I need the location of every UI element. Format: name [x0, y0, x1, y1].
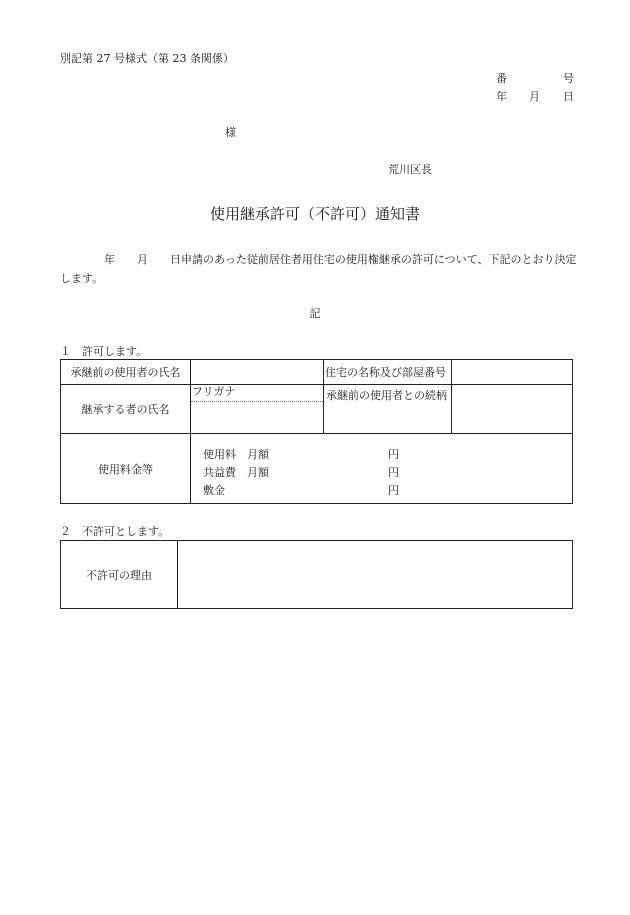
successor-name-field[interactable] — [191, 385, 324, 434]
fee-item: 使用料 月額 — [203, 447, 269, 461]
permission-table — [60, 359, 573, 504]
fee-item: 敷金 — [203, 483, 225, 497]
document-title: 使用継承許可（不許可）通知書 — [209, 205, 420, 223]
fee-row — [203, 446, 269, 462]
number-label-a: 番 — [496, 72, 507, 85]
fee-row — [203, 464, 269, 480]
fee-label: 使用料金等 — [61, 434, 191, 504]
body-line-2: します。 — [60, 272, 104, 285]
reason-label: 不許可の理由 — [61, 541, 178, 609]
prev-user-name-label: 承継前の使用者の氏名 — [61, 360, 191, 385]
prev-user-name-field[interactable] — [191, 360, 324, 385]
fee-unit: 円 — [388, 465, 399, 479]
section2-heading: ２ 不許可とします。 — [60, 525, 170, 538]
number-label-b: 号 — [563, 72, 574, 85]
date-month-label: 月 — [529, 90, 540, 103]
date-day-label: 日 — [563, 90, 574, 103]
successor-name-label: 継承する者の氏名 — [61, 385, 191, 434]
ki-heading: 記 — [309, 307, 321, 320]
denial-table — [60, 540, 573, 609]
issuer: 荒川区長 — [388, 163, 432, 176]
reason-field[interactable] — [178, 541, 573, 609]
section1-heading: １ 許可します。 — [60, 345, 148, 358]
relationship-label: 承継前の使用者との続柄 — [324, 385, 452, 434]
body-line-1 — [60, 254, 576, 265]
fee-unit: 円 — [388, 447, 399, 461]
form-id: 別記第 27 号様式（第 23 条関係） — [60, 52, 234, 65]
addressee-suffix: 様 — [225, 126, 236, 139]
date-year-label: 年 — [496, 90, 507, 103]
fee-unit: 円 — [388, 483, 399, 497]
body-text-1: 日申請のあった従前居住者用住宅の使用権継承の許可について、下記のとおり決定 — [170, 253, 577, 266]
body-year: 年 — [104, 253, 115, 266]
body-month: 月 — [137, 253, 148, 266]
fee-item: 共益費 月額 — [203, 465, 269, 479]
housing-label: 住宅の名称及び部屋番号 — [324, 360, 452, 385]
fee-row — [203, 482, 225, 498]
relationship-field[interactable] — [452, 385, 573, 434]
housing-field[interactable] — [452, 360, 573, 385]
fee-details — [191, 434, 573, 504]
furigana-label: フリガナ — [191, 385, 323, 402]
